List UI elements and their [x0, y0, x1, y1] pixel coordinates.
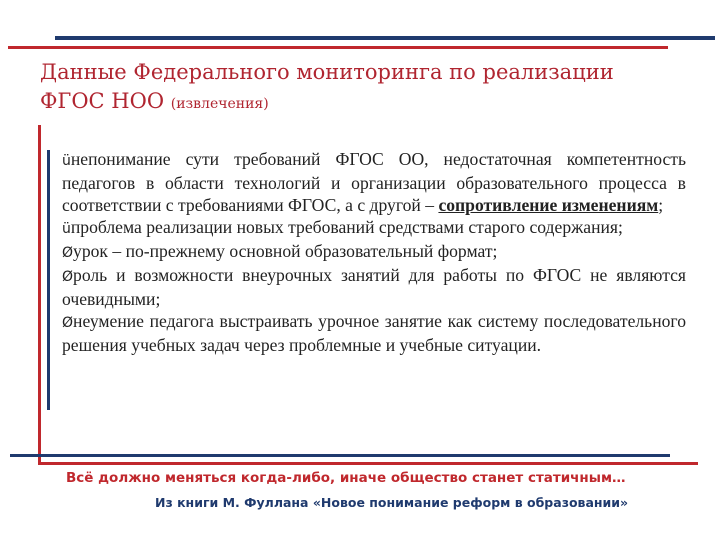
title-sub: (извлечения) — [170, 96, 269, 112]
quote-text: Всё должно меняться когда-либо, иначе общество станет статичным… — [66, 470, 626, 486]
top-red-rule — [8, 46, 668, 49]
check-icon: ü — [62, 153, 71, 169]
arrow-icon: Ø — [62, 245, 74, 261]
left-red-rule — [38, 125, 41, 465]
emphasis-text: сопротивление изменениям — [438, 195, 659, 215]
arrow-icon: Ø — [62, 315, 74, 331]
list-item: Øнеумение педагога выстраивать урочное занятие как систему последовательного решения учебных задач через проблемные и учебные ситуации. — [62, 311, 686, 355]
bottom-navy-rule — [10, 454, 670, 457]
arrow-icon: Ø — [62, 269, 74, 285]
list-item: Øурок – по-прежнему основной образовательный формат; — [62, 241, 498, 261]
list-item: üпроблема реализации новых требований средствами старого содержания; — [62, 217, 623, 237]
slide-title — [40, 58, 680, 119]
bottom-red-rule — [38, 462, 698, 465]
top-navy-rule — [55, 36, 715, 40]
quote-source: Из книги М. Фуллана «Новое понимание реформ в образовании» — [155, 495, 629, 510]
slide-body — [62, 148, 686, 356]
check-icon: ü — [62, 221, 71, 237]
list-item: Øроль и возможности внеурочных занятий для работы по ФГОС не являются очевидными; — [62, 265, 686, 309]
title-main: Данные Федерального мониторинга по реализации ФГОС НОО — [40, 60, 614, 113]
left-navy-rule — [47, 150, 50, 410]
list-item: üнепонимание сути требований ФГОС ОО, недостаточная компетентность педагогов в области технологий и организации образовательного процесса в соответствии с требованиями ФГОС, а с другой – сопротивление изменениям; — [62, 149, 686, 215]
